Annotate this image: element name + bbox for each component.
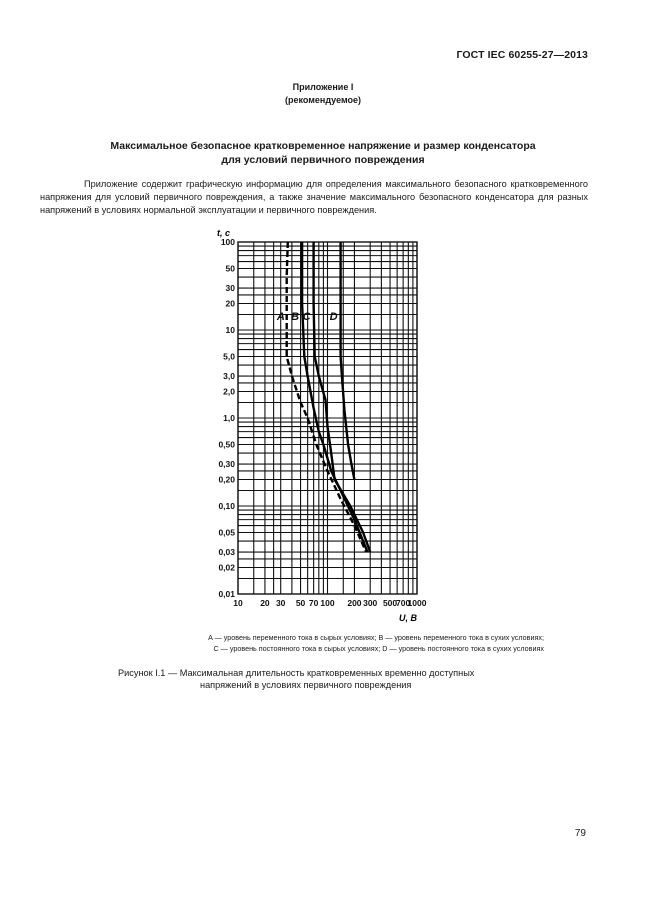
- series-label-b: B: [291, 310, 300, 323]
- x-tick-label: 70: [308, 598, 319, 608]
- series-label-d: D: [329, 310, 338, 323]
- y-tick-labels: [218, 237, 235, 599]
- series-label-c: C: [302, 310, 311, 323]
- annex-title: Приложение I: [292, 82, 354, 92]
- x-tick-label: 100: [320, 598, 335, 608]
- page-number: 79: [574, 828, 586, 839]
- standard-code: ГОСТ IEC 60255-27—2013: [456, 49, 588, 61]
- annex-status: (рекомендуемое): [285, 95, 361, 105]
- x-tick-label: 300: [363, 598, 378, 608]
- y-tick-label: 5,0: [223, 351, 235, 362]
- series-labels: [276, 311, 338, 323]
- y-tick-label: 0,01: [218, 589, 235, 599]
- y-tick-label: 0,10: [218, 501, 235, 511]
- figure-caption-line-1: Рисунок I.1 — Максимальная длительность кратковременных временно доступных: [118, 668, 475, 678]
- x-tick-label: 10: [233, 598, 243, 608]
- x-tick-labels: [233, 598, 426, 608]
- legend-line-1: A — уровень переменного тока в сырых условиях; B — уровень переменного тока в сухих условиях;: [208, 633, 544, 642]
- y-tick-label: 100: [220, 237, 235, 247]
- section-title-line-1: Максимальное безопасное кратковременное напряжение и размер конденсатора: [110, 140, 536, 152]
- x-tick-label: 700: [396, 598, 411, 608]
- intro-paragraph: Приложение содержит графическую информацию для определения максимального безопасного кратковременного напряжения для условий первичного повреждения, а также значение максимального безопасного конденсатора для разных напряжений в условиях нормальной эксплуатации и первичного повреждения.: [40, 179, 588, 215]
- y-tick-label: 3,0: [223, 371, 235, 382]
- x-tick-label: 200: [347, 598, 362, 608]
- y-tick-label: 1,0: [223, 413, 235, 423]
- y-axis-label: t, с: [217, 228, 231, 238]
- y-tick-label: 20: [225, 298, 235, 309]
- x-tick-label: 1000: [407, 598, 427, 608]
- legend-line-2: C — уровень постоянного тока в сырых условиях; D — уровень постоянного тока в сухих условиях: [213, 644, 544, 653]
- x-axis-label: U, В: [399, 613, 417, 623]
- y-tick-label: 50: [225, 263, 235, 274]
- section-title-line-2: для условий первичного повреждения: [221, 154, 425, 166]
- y-tick-label: 0,50: [218, 439, 235, 450]
- series-d-curve: [341, 242, 355, 480]
- y-tick-label: 0,05: [218, 527, 235, 538]
- y-tick-label: 0,02: [218, 562, 235, 573]
- series-label-a: A: [276, 310, 285, 323]
- voltage-duration-chart: [205, 222, 440, 627]
- y-tick-label: 0,03: [218, 547, 235, 558]
- y-tick-label: 10: [225, 325, 235, 335]
- figure-caption-line-2: напряжений в условиях первичного повреждения: [200, 680, 412, 690]
- y-tick-label: 2,0: [223, 386, 235, 397]
- y-tick-label: 0,30: [218, 459, 235, 470]
- x-tick-label: 500: [382, 598, 398, 608]
- y-tick-label: 0,20: [218, 474, 235, 485]
- x-tick-label: 30: [275, 598, 286, 608]
- x-tick-label: 50: [295, 598, 306, 608]
- x-tick-label: 20: [260, 598, 270, 608]
- y-tick-label: 30: [225, 283, 235, 294]
